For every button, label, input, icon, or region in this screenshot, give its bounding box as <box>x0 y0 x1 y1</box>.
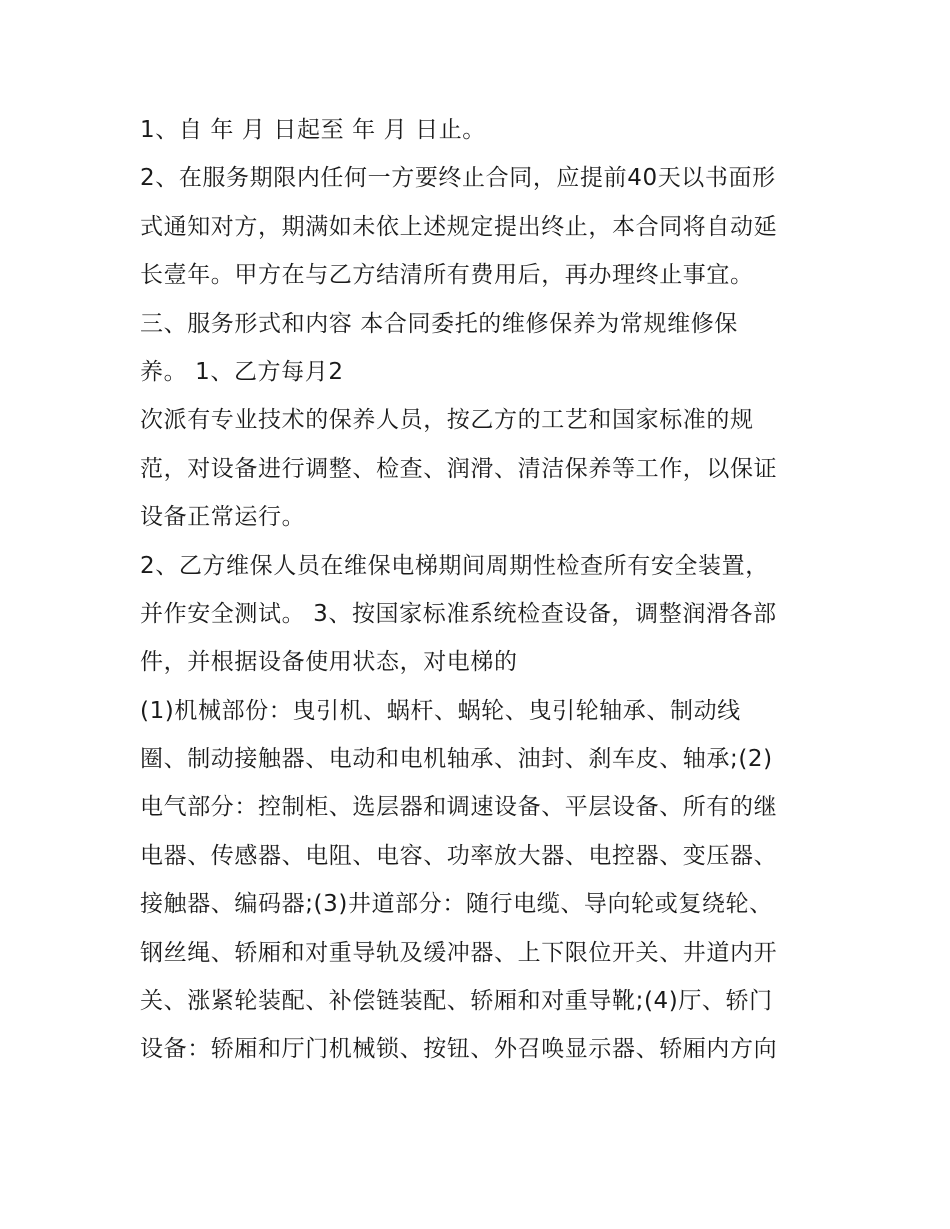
text-line: 2、乙方维保人员在维保电梯期间周期性检查所有安全装置， <box>140 552 769 579</box>
text-line: 电器、传感器、电阻、电容、功率放大器、电控器、变压器、 <box>140 842 778 869</box>
text-line: 钢丝绳、轿厢和对重导轨及缓冲器、上下限位开关、井道内开 <box>140 939 778 966</box>
text-line: 并作安全测试。 3、按国家标准系统检查设备，调整润滑各部 <box>140 600 777 627</box>
text-line: 件，并根据设备使用状态，对电梯的 <box>140 649 518 676</box>
text-line: 设备：轿厢和厅门机械锁、按钮、外召唤显示器、轿厢内方向 <box>140 1036 778 1063</box>
text-line: 接触器、编码器;(3)井道部分：随行电缆、导向轮或复绕轮、 <box>140 891 773 918</box>
text-line: 式通知对方，期满如未依上述规定提出终止，本合同将自动延 <box>140 213 778 240</box>
text-line: 三、服务形式和内容 本合同委托的维修保养为常规维修保 <box>140 310 738 337</box>
contract-text-block <box>140 106 820 1074</box>
text-line: 设备正常运行。 <box>140 504 306 531</box>
text-line: 次派有专业技术的保养人员，按乙方的工艺和国家标准的规 <box>140 407 754 434</box>
text-line: 范，对设备进行调整、检查、润滑、清洁保养等工作，以保证 <box>140 455 778 482</box>
text-line: 长壹年。甲方在与乙方结清所有费用后，再办理终止事宜。 <box>140 262 754 289</box>
text-line: (1)机械部份：曳引机、蜗杆、蜗轮、曳引轮轴承、制动线 <box>140 697 741 724</box>
text-line: 圈、制动接触器、电动和电机轴承、油封、刹车皮、轴承;(2) <box>140 746 773 773</box>
text-line: 关、涨紧轮装配、补偿链装配、轿厢和对重导靴;(4)厅、轿门 <box>140 988 773 1015</box>
text-line: 养。 1、乙方每月2 <box>140 358 344 385</box>
text-line: 电气部分：控制柜、选层器和调速设备、平层设备、所有的继 <box>140 794 778 821</box>
text-line: 1、自 年 月 日起至 年 月 日止。 <box>140 117 486 143</box>
text-line: 2、在服务期限内任何一方要终止合同，应提前40天以书面形 <box>140 165 776 192</box>
